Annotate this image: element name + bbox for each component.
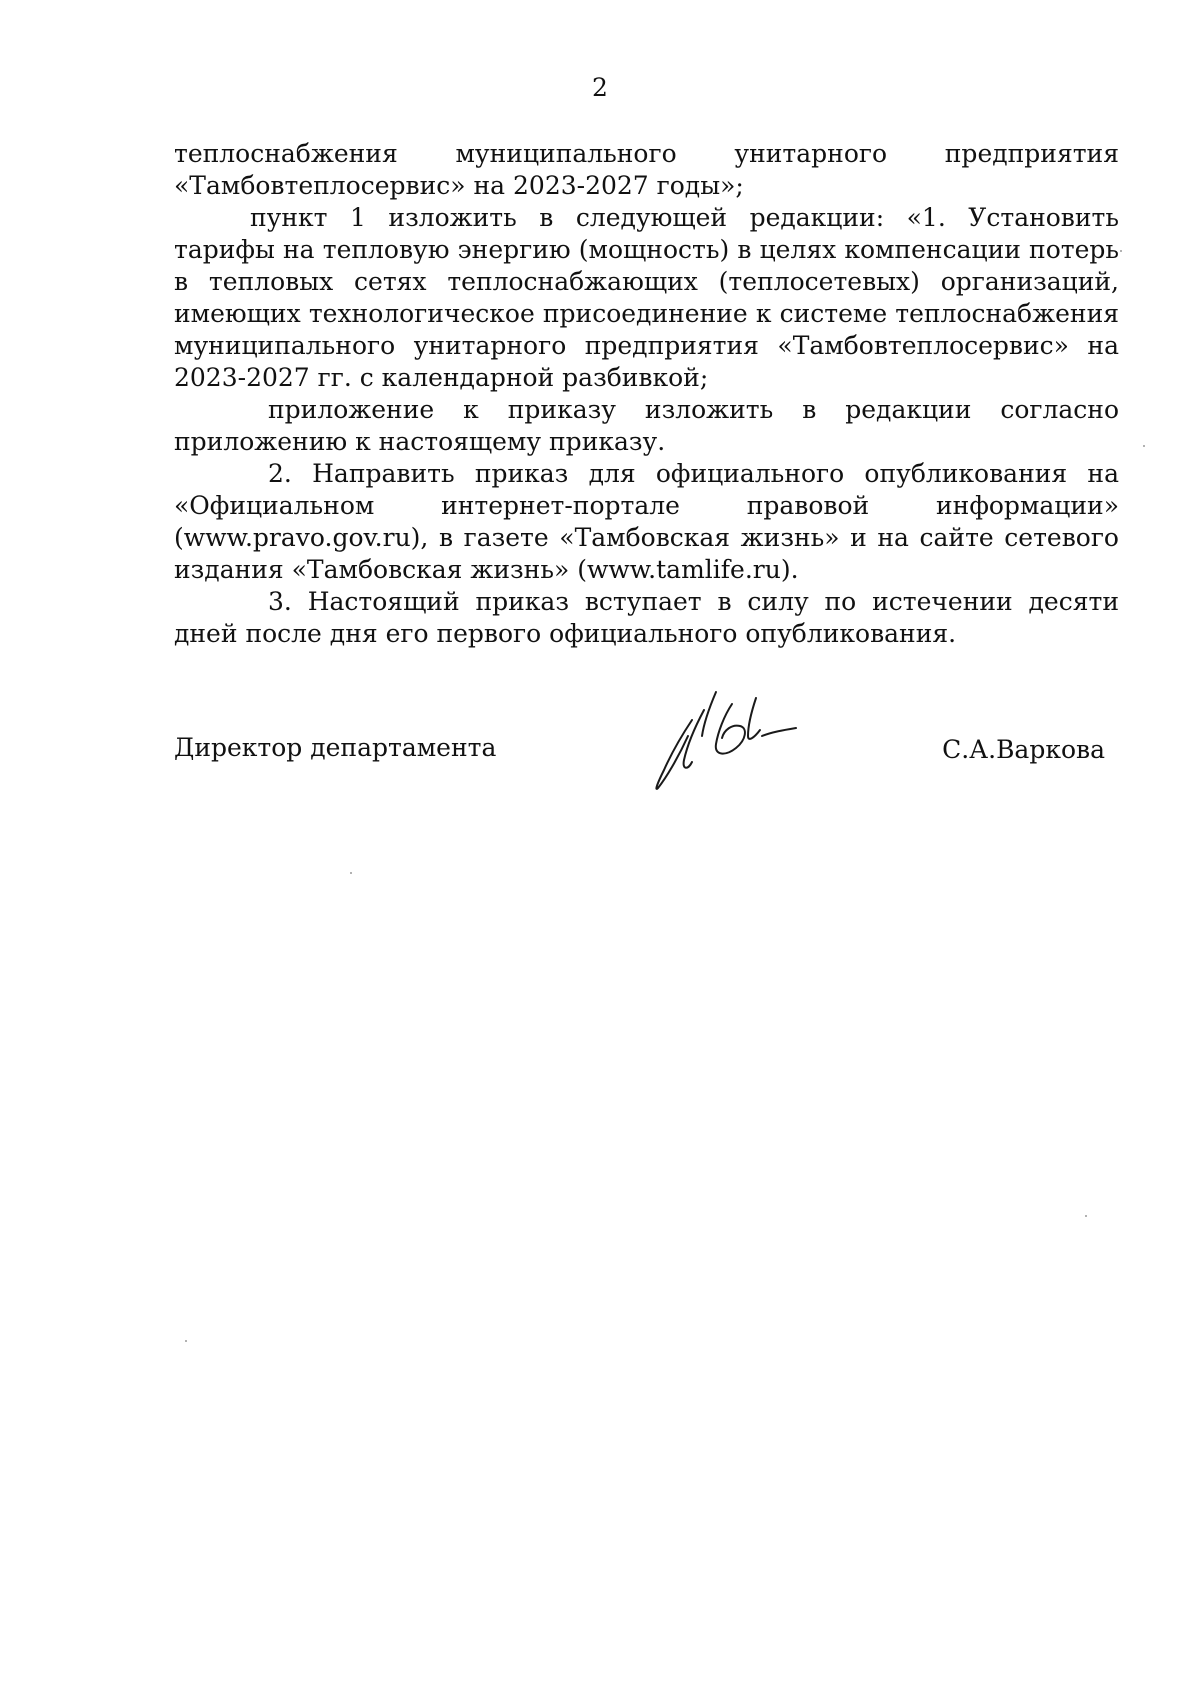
paragraph-appendix-amendment: приложение к приказу изложить в редакции согласно приложению к настоящему приказу. xyxy=(174,395,1119,456)
paragraph-continuation-line-1: теплоснабжения муниципального унитарного предприятия xyxy=(174,139,1119,168)
paragraph-point-1-amendment: пункт 1 изложить в следующей редакции: «1. Установить тарифы на тепловую энергию (мощность) в целях компенсации потерь в тепловых сетях теплоснабжающих (теплосетевых) организаций, имеющих технологическое присоединение к системе теплоснабжения муниципального унитарного предприятия «Тамбовтеплосервис» на 2023-2027 гг. с календарной разбивкой; xyxy=(174,203,1119,392)
paragraph-item-2-publication: 2. Направить приказ для официального опубликования на «Официальном интернет-портале правовой информации» (www.pravo.gov.ru), в газете «Тамбовская жизнь» и на сайте сетевого издания «Тамбовская жизнь» (www.tamlife.ru). xyxy=(174,459,1119,584)
scan-speck xyxy=(1085,1215,1087,1217)
signatory-name: С.А.Варкова xyxy=(942,735,1105,764)
page-number: 2 xyxy=(592,73,608,102)
signature-block xyxy=(174,732,1119,792)
scan-speck xyxy=(1120,250,1122,252)
signatory-title: Директор департамента xyxy=(174,733,497,762)
scan-speck xyxy=(1143,445,1145,447)
document-body xyxy=(174,138,1119,650)
scan-speck xyxy=(185,1340,187,1342)
paragraph-continuation-line-2: «Тамбовтеплосервис» на 2023-2027 годы»; xyxy=(174,171,744,200)
scan-speck xyxy=(350,872,352,874)
handwritten-signature xyxy=(644,670,804,795)
paragraph-item-3-effective-date: 3. Настоящий приказ вступает в силу по истечении десяти дней после дня его первого официального опубликования. xyxy=(174,587,1119,648)
